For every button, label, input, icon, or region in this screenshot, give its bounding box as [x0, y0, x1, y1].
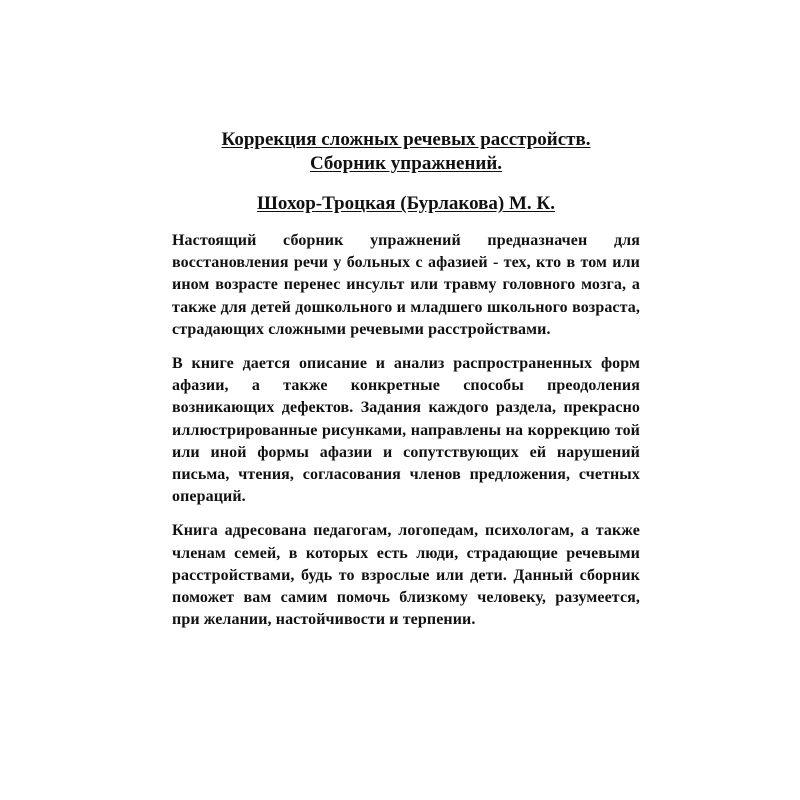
book-title	[172, 128, 640, 176]
paragraph-2: В книге дается описание и анализ распространенных форм афазии, а также конкретные способы преодоления возникающих дефектов. Задания каждого раздела, прекрасно иллюстрированные рисунками, направлены на коррекцию той или иной формы афазии и сопутствующих ей нарушений письма, чтения, согласования членов предложения, счетных операций.	[172, 355, 640, 506]
book-title-line-2: Сборник упражнений.	[309, 153, 503, 174]
paragraph-3: Книга адресована педагогам, логопедам, психологам, а также членам семей, в которых есть люди, страдающие речевыми расстройствами, будь то взрослые или дети. Данный сборник поможет вам самим помочь близкому человеку, разумеется, при желании, настойчивости и терпении.	[172, 522, 640, 629]
document-page	[172, 128, 640, 631]
paragraph-1: Настоящий сборник упражнений предназначен для восстановления речи у больных с афазией - тех, кто в том или ином возрасте перенес инсульт или травму головного мозга, а также для детей дошкольного и младшего школьного возраста, страдающих сложными речевыми расстройствами.	[172, 232, 640, 338]
book-title-line-1: Коррекция сложных речевых расстройств.	[221, 129, 591, 150]
book-author: Шохор-Троцкая (Бурлакова) М. К.	[257, 193, 555, 214]
